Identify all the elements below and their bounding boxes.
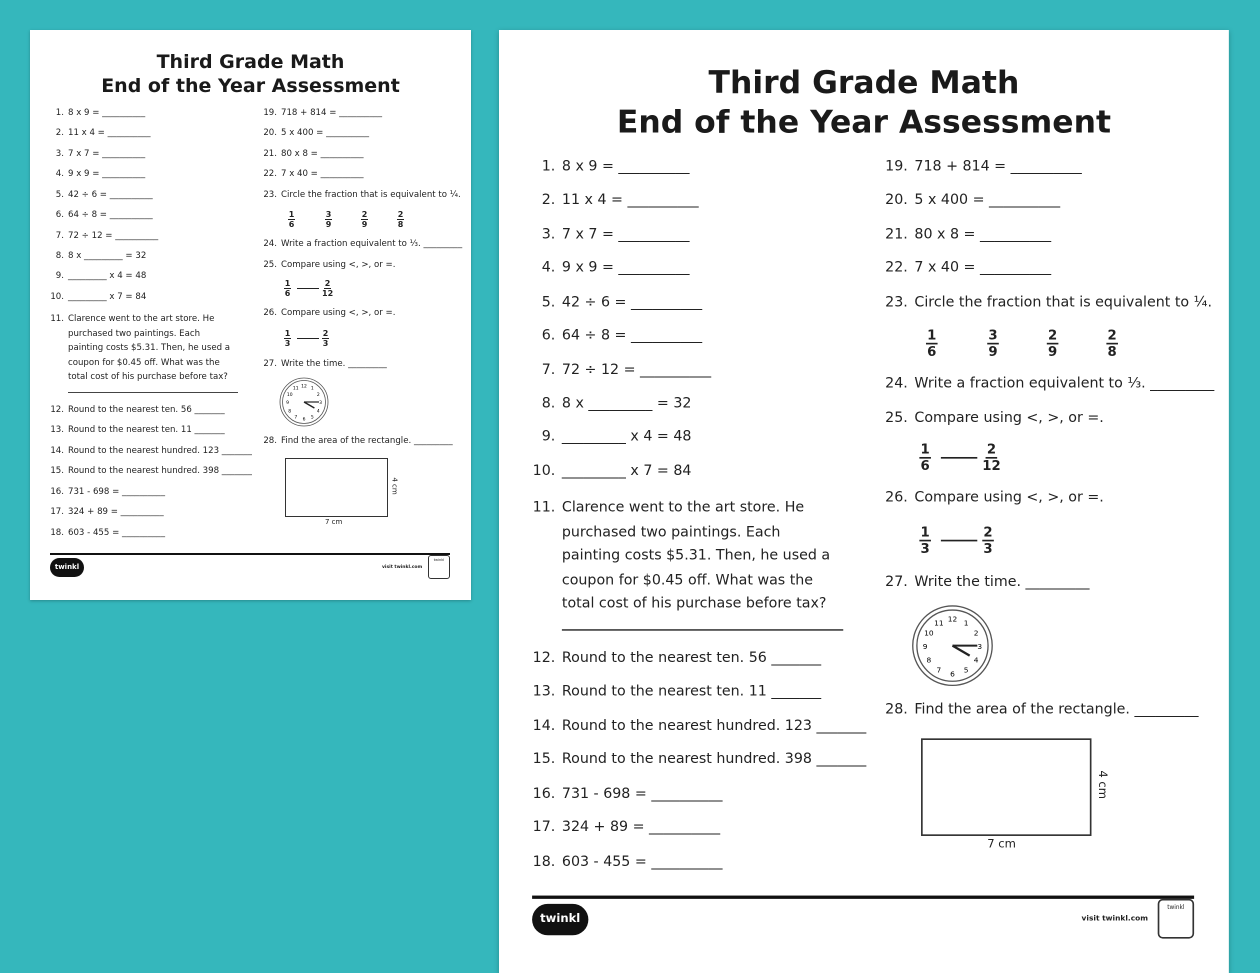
rectangle-figure	[285, 458, 388, 517]
question-number: 26.	[263, 308, 277, 318]
question-number: 6.	[55, 210, 64, 220]
question-number: 3.	[55, 149, 64, 159]
question-number: 19.	[263, 108, 277, 118]
question-text: 603 - 455 = __________	[561, 854, 723, 871]
question-text: Compare using <, >, or =.	[281, 308, 396, 318]
fraction	[322, 329, 329, 348]
fraction-numerator: 1	[288, 210, 295, 219]
question-2	[541, 192, 699, 210]
question-text: _________ x 7 = 84	[561, 463, 692, 481]
question-text: Round to the nearest ten. 56 _______	[561, 650, 822, 668]
fraction-numerator: 2	[361, 210, 368, 219]
fraction	[919, 442, 931, 473]
clock-number: 8	[926, 655, 932, 665]
question-number: 2.	[541, 192, 556, 209]
question-14	[50, 446, 252, 457]
fraction-denominator: 9	[1047, 344, 1058, 360]
clock-number: 1	[310, 386, 314, 392]
fraction-numerator: 2	[986, 442, 997, 457]
fraction	[361, 210, 368, 229]
question-number: 15.	[532, 751, 556, 769]
question-27	[263, 359, 387, 370]
clock-number: 7	[936, 665, 942, 675]
question-number: 21.	[885, 226, 908, 244]
question-6	[541, 327, 703, 346]
question-number: 7.	[55, 231, 64, 241]
question-number: 22.	[263, 169, 277, 179]
question-number: 8.	[55, 251, 64, 261]
fraction-numerator: 1	[920, 524, 930, 540]
title-line-1: Third Grade Math	[708, 64, 1020, 102]
fraction-denominator: 3	[322, 339, 329, 348]
question-text: 731 - 698 = __________	[561, 786, 723, 803]
question-17	[532, 819, 721, 837]
question-number: 11.	[50, 314, 64, 324]
question-text: Circle the fraction that is equivalent to ¼.	[914, 294, 1212, 312]
question-text: 5 x 400 = __________	[914, 192, 1061, 209]
quality-badge: twinkl	[428, 555, 450, 579]
question-number: 16.	[50, 487, 64, 497]
question-14	[532, 718, 867, 736]
question-text: 80 x 8 = __________	[281, 149, 364, 159]
question-text: 7 x 7 = __________	[68, 149, 146, 159]
question-text: _________ x 4 = 48	[68, 271, 147, 281]
answer-line-11	[68, 392, 238, 393]
question-number: 18.	[532, 854, 556, 871]
question-number: 25.	[263, 260, 277, 270]
question-22	[263, 169, 364, 180]
fraction	[1106, 328, 1118, 359]
question-5	[55, 190, 153, 201]
question-text: 718 + 814 = __________	[281, 108, 383, 118]
question-number: 5.	[541, 294, 556, 312]
rectangle-width-label: 7 cm	[987, 837, 1016, 851]
fraction	[1047, 328, 1059, 359]
twinkl-logo: twinkl	[532, 904, 588, 935]
question-number: 22.	[885, 260, 908, 277]
question-text: 324 + 89 = __________	[68, 507, 164, 517]
question-text: Write the time. _________	[914, 574, 1090, 592]
question-19	[885, 159, 1082, 177]
question-number: 7.	[541, 362, 556, 380]
question-1	[541, 159, 690, 177]
question-4	[55, 169, 146, 180]
question-2	[55, 128, 151, 139]
question-number: 4.	[55, 169, 64, 179]
fraction-denominator: 6	[920, 458, 930, 474]
title-line-2: End of the Year Assessment	[101, 75, 400, 97]
question-20	[263, 128, 370, 139]
fraction-numerator: 1	[284, 329, 291, 338]
fraction-denominator: 6	[288, 220, 295, 229]
clock-number: 8	[288, 409, 292, 415]
question-number: 20.	[885, 192, 908, 209]
fraction-denominator: 3	[983, 541, 993, 557]
compare-blank	[297, 338, 319, 339]
question-4	[541, 260, 690, 278]
question-3	[55, 149, 146, 160]
question-text: 42 ÷ 6 = __________	[561, 294, 703, 312]
question-13	[50, 425, 225, 436]
fraction-denominator: 8	[1107, 344, 1117, 360]
question-6	[55, 210, 153, 221]
question-22	[885, 260, 1052, 278]
question-text: Round to the nearest hundred. 123 _______	[68, 446, 252, 456]
question-number: 6.	[541, 327, 556, 345]
clock-number: 12	[301, 384, 307, 390]
question-text: _________ x 4 = 48	[561, 428, 692, 446]
hour-hand	[304, 402, 314, 408]
fraction	[982, 442, 1000, 473]
question-text: 8 x _________ = 32	[68, 251, 147, 261]
question-25	[885, 410, 1104, 429]
worksheet-preview-large	[499, 30, 1229, 973]
question-24	[885, 375, 1215, 394]
question-text: Circle the fraction that is equivalent to ¼.	[281, 190, 461, 200]
question-number: 13.	[50, 425, 64, 435]
fraction-denominator: 12	[982, 458, 1001, 474]
clock-number: 7	[294, 415, 298, 421]
fraction-denominator: 8	[397, 220, 404, 229]
question-number: 12.	[50, 405, 64, 415]
clock-number: 2	[973, 628, 979, 638]
question-number: 20.	[263, 128, 277, 138]
question-text: Write the time. _________	[281, 359, 387, 369]
fraction	[284, 279, 291, 298]
question-text: 11 x 4 = __________	[561, 192, 699, 209]
question-text: 7 x 40 = __________	[914, 260, 1052, 277]
fraction-numerator: 2	[324, 279, 331, 288]
question-number: 9.	[541, 428, 556, 446]
question-number: 23.	[263, 190, 277, 200]
question-number: 27.	[263, 359, 277, 369]
question-25	[263, 260, 396, 271]
question-19	[263, 108, 383, 119]
clock-number: 9	[286, 401, 289, 406]
question-text: 64 ÷ 8 = __________	[68, 210, 153, 220]
rectangle-width-label: 7 cm	[325, 518, 343, 526]
fraction	[919, 525, 931, 556]
question-text: Round to the nearest ten. 11 _______	[561, 683, 822, 701]
question-text: Round to the nearest hundred. 398 _______	[561, 751, 867, 769]
fraction-numerator: 3	[325, 210, 332, 219]
rectangle-height-label: 4 cm	[390, 477, 399, 495]
rectangle-height-label: 4 cm	[1095, 770, 1110, 800]
question-number: 27.	[885, 574, 908, 592]
question-number: 13.	[532, 683, 556, 701]
fraction-numerator: 1	[920, 442, 930, 457]
clock-number: 12	[947, 614, 958, 624]
clock-number: 1	[963, 618, 969, 628]
question-text: 8 x 9 = __________	[561, 159, 690, 176]
question-text: Write a fraction equivalent to ⅓. _________	[914, 375, 1215, 393]
fraction-numerator: 2	[1107, 327, 1117, 343]
fraction-denominator: 9	[988, 344, 998, 360]
visit-website-text: visit twinkl.com	[382, 565, 423, 570]
clock-number: 9	[922, 641, 928, 651]
question-text: 42 ÷ 6 = __________	[68, 190, 153, 200]
fraction-numerator: 2	[983, 524, 993, 540]
clock-face	[909, 603, 995, 689]
visit-website-text: visit twinkl.com	[1081, 915, 1149, 924]
clock-number: 4	[316, 409, 320, 415]
fraction	[982, 525, 994, 556]
compare-blank	[941, 457, 977, 459]
question-text: Compare using <, >, or =.	[914, 490, 1104, 507]
question-number: 26.	[885, 490, 908, 507]
question-number: 4.	[541, 260, 556, 277]
question-text: Round to the nearest ten. 11 _______	[68, 425, 225, 435]
question-12	[50, 405, 225, 416]
title-line-1: Third Grade Math	[156, 51, 345, 73]
question-text: Compare using <, >, or =.	[281, 260, 396, 270]
question-16	[532, 786, 723, 804]
question-number: 16.	[532, 786, 556, 803]
question-text: 64 ÷ 8 = __________	[561, 327, 703, 345]
question-11	[50, 312, 233, 385]
fraction-numerator: 1	[284, 279, 291, 288]
question-text: 9 x 9 = __________	[561, 260, 690, 277]
question-number: 19.	[885, 159, 908, 176]
fraction	[284, 329, 291, 348]
question-text: Round to the nearest hundred. 398 _______	[68, 466, 252, 476]
title-line-2: End of the Year Assessment	[616, 104, 1112, 141]
question-text: Compare using <, >, or =.	[914, 410, 1104, 428]
question-9	[541, 428, 692, 447]
question-text: Round to the nearest hundred. 123 _______	[561, 718, 867, 736]
question-15	[50, 466, 252, 477]
question-text: 8 x 9 = __________	[68, 108, 146, 118]
question-10	[532, 463, 692, 482]
question-text: Round to the nearest ten. 56 _______	[68, 405, 225, 415]
fraction-denominator: 6	[284, 289, 291, 298]
fraction-denominator: 9	[325, 220, 332, 229]
fraction	[322, 279, 333, 298]
question-1	[55, 108, 146, 119]
question-21	[263, 149, 364, 160]
question-3	[541, 226, 690, 245]
clock-number: 3	[319, 401, 322, 406]
question-number: 21.	[263, 149, 277, 159]
fraction-denominator: 9	[361, 220, 368, 229]
question-text: 324 + 89 = __________	[561, 819, 721, 836]
question-text: _________ x 7 = 84	[68, 292, 147, 302]
hour-hand	[952, 646, 969, 656]
question-17	[50, 507, 164, 518]
question-number: 24.	[263, 239, 277, 249]
fraction-denominator: 12	[322, 289, 334, 298]
question-23	[263, 190, 461, 201]
footer-divider	[532, 896, 1194, 899]
clock-number: 11	[292, 386, 299, 392]
clock-number: 5	[310, 415, 314, 421]
question-text: 72 ÷ 12 = __________	[68, 231, 159, 241]
question-11	[532, 497, 835, 618]
question-24	[263, 239, 463, 250]
worksheet-preview-small	[30, 30, 471, 600]
question-number: 24.	[885, 375, 908, 393]
twinkl-logo: twinkl	[50, 558, 84, 577]
question-number: 28.	[263, 436, 277, 446]
question-text: Find the area of the rectangle. _________	[281, 436, 453, 446]
question-text: Clarence went to the art store. He purchased two paintings. Each painting costs $5.31. Then, he used a coupon for $0.45 off. What was the total cost of his purchase before tax?	[68, 314, 231, 383]
question-number: 14.	[532, 718, 556, 736]
question-23	[885, 294, 1212, 313]
fraction-denominator: 3	[920, 541, 930, 557]
clock-face	[278, 376, 330, 428]
question-number: 14.	[50, 446, 64, 456]
fraction-numerator: 2	[322, 329, 329, 338]
fraction	[325, 210, 332, 229]
question-21	[885, 226, 1052, 245]
question-number: 5.	[55, 190, 64, 200]
question-28	[263, 436, 453, 447]
question-26	[263, 308, 396, 319]
clock-number: 4	[973, 655, 979, 665]
footer-divider	[50, 553, 450, 555]
question-number: 9.	[55, 271, 64, 281]
question-number: 10.	[532, 463, 556, 481]
fraction-denominator: 3	[284, 339, 291, 348]
fraction	[397, 210, 404, 229]
question-number: 1.	[541, 159, 556, 176]
question-26	[885, 490, 1104, 508]
question-text: 5 x 400 = __________	[281, 128, 370, 138]
question-text: 9 x 9 = __________	[68, 169, 146, 179]
question-text: 8 x _________ = 32	[561, 395, 692, 413]
question-13	[532, 683, 822, 702]
question-8	[541, 395, 692, 414]
question-number: 25.	[885, 410, 908, 428]
question-text: Write a fraction equivalent to ⅓. _________	[281, 239, 463, 249]
question-number: 12.	[532, 650, 556, 668]
question-7	[55, 231, 159, 242]
question-7	[541, 362, 712, 381]
question-text: 80 x 8 = __________	[914, 226, 1052, 244]
compare-blank	[297, 288, 319, 289]
question-text: 731 - 698 = __________	[68, 487, 166, 497]
question-number: 18.	[50, 528, 64, 538]
question-number: 1.	[55, 108, 64, 118]
question-8	[55, 251, 147, 262]
clock-number: 3	[977, 641, 983, 651]
question-18	[50, 528, 166, 539]
question-number: 10.	[50, 292, 64, 302]
clock-number: 6	[302, 417, 306, 423]
fraction-denominator: 6	[927, 344, 937, 360]
question-text: 718 + 814 = __________	[914, 159, 1082, 176]
question-27	[885, 574, 1090, 592]
fraction-numerator: 1	[927, 327, 937, 343]
question-15	[532, 751, 867, 770]
clock-number: 10	[924, 628, 934, 638]
question-18	[532, 854, 723, 872]
fraction	[987, 328, 999, 359]
fraction	[288, 210, 295, 229]
question-5	[541, 294, 703, 313]
question-9	[55, 271, 147, 282]
question-text: 603 - 455 = __________	[68, 528, 166, 538]
fraction	[926, 328, 938, 359]
question-number: 8.	[541, 395, 556, 413]
question-20	[885, 192, 1061, 210]
rectangle-figure	[921, 738, 1091, 836]
question-text: 11 x 4 = __________	[68, 128, 151, 138]
clock-number: 10	[286, 392, 293, 398]
fraction-numerator: 2	[397, 210, 404, 219]
question-number: 11.	[532, 500, 556, 517]
question-16	[50, 487, 166, 498]
question-text: 7 x 40 = __________	[281, 169, 364, 179]
compare-blank	[941, 540, 977, 542]
clock-number: 11	[934, 618, 944, 628]
question-12	[532, 650, 822, 669]
question-text: 7 x 7 = __________	[561, 226, 690, 244]
question-number: 17.	[50, 507, 64, 517]
clock-number: 2	[316, 392, 320, 398]
question-number: 3.	[541, 226, 556, 244]
clock-number: 6	[950, 669, 955, 679]
question-number: 28.	[885, 701, 908, 719]
question-text: Clarence went to the art store. He purchased two paintings. Each painting costs $5.31. Then, he used a coupon for $0.45 off. What was the total cost of his purchase before tax?	[561, 500, 831, 614]
fraction-numerator: 3	[988, 327, 998, 343]
quality-badge: twinkl	[1158, 899, 1194, 939]
question-number: 15.	[50, 466, 64, 476]
question-number: 2.	[55, 128, 64, 138]
fraction-numerator: 2	[1047, 327, 1058, 343]
question-28	[885, 701, 1199, 720]
question-text: 72 ÷ 12 = __________	[561, 362, 712, 380]
clock-number: 5	[963, 665, 969, 675]
question-number: 17.	[532, 819, 556, 836]
question-number: 23.	[885, 294, 908, 312]
question-10	[50, 292, 147, 303]
question-text: Find the area of the rectangle. _________	[914, 701, 1199, 719]
